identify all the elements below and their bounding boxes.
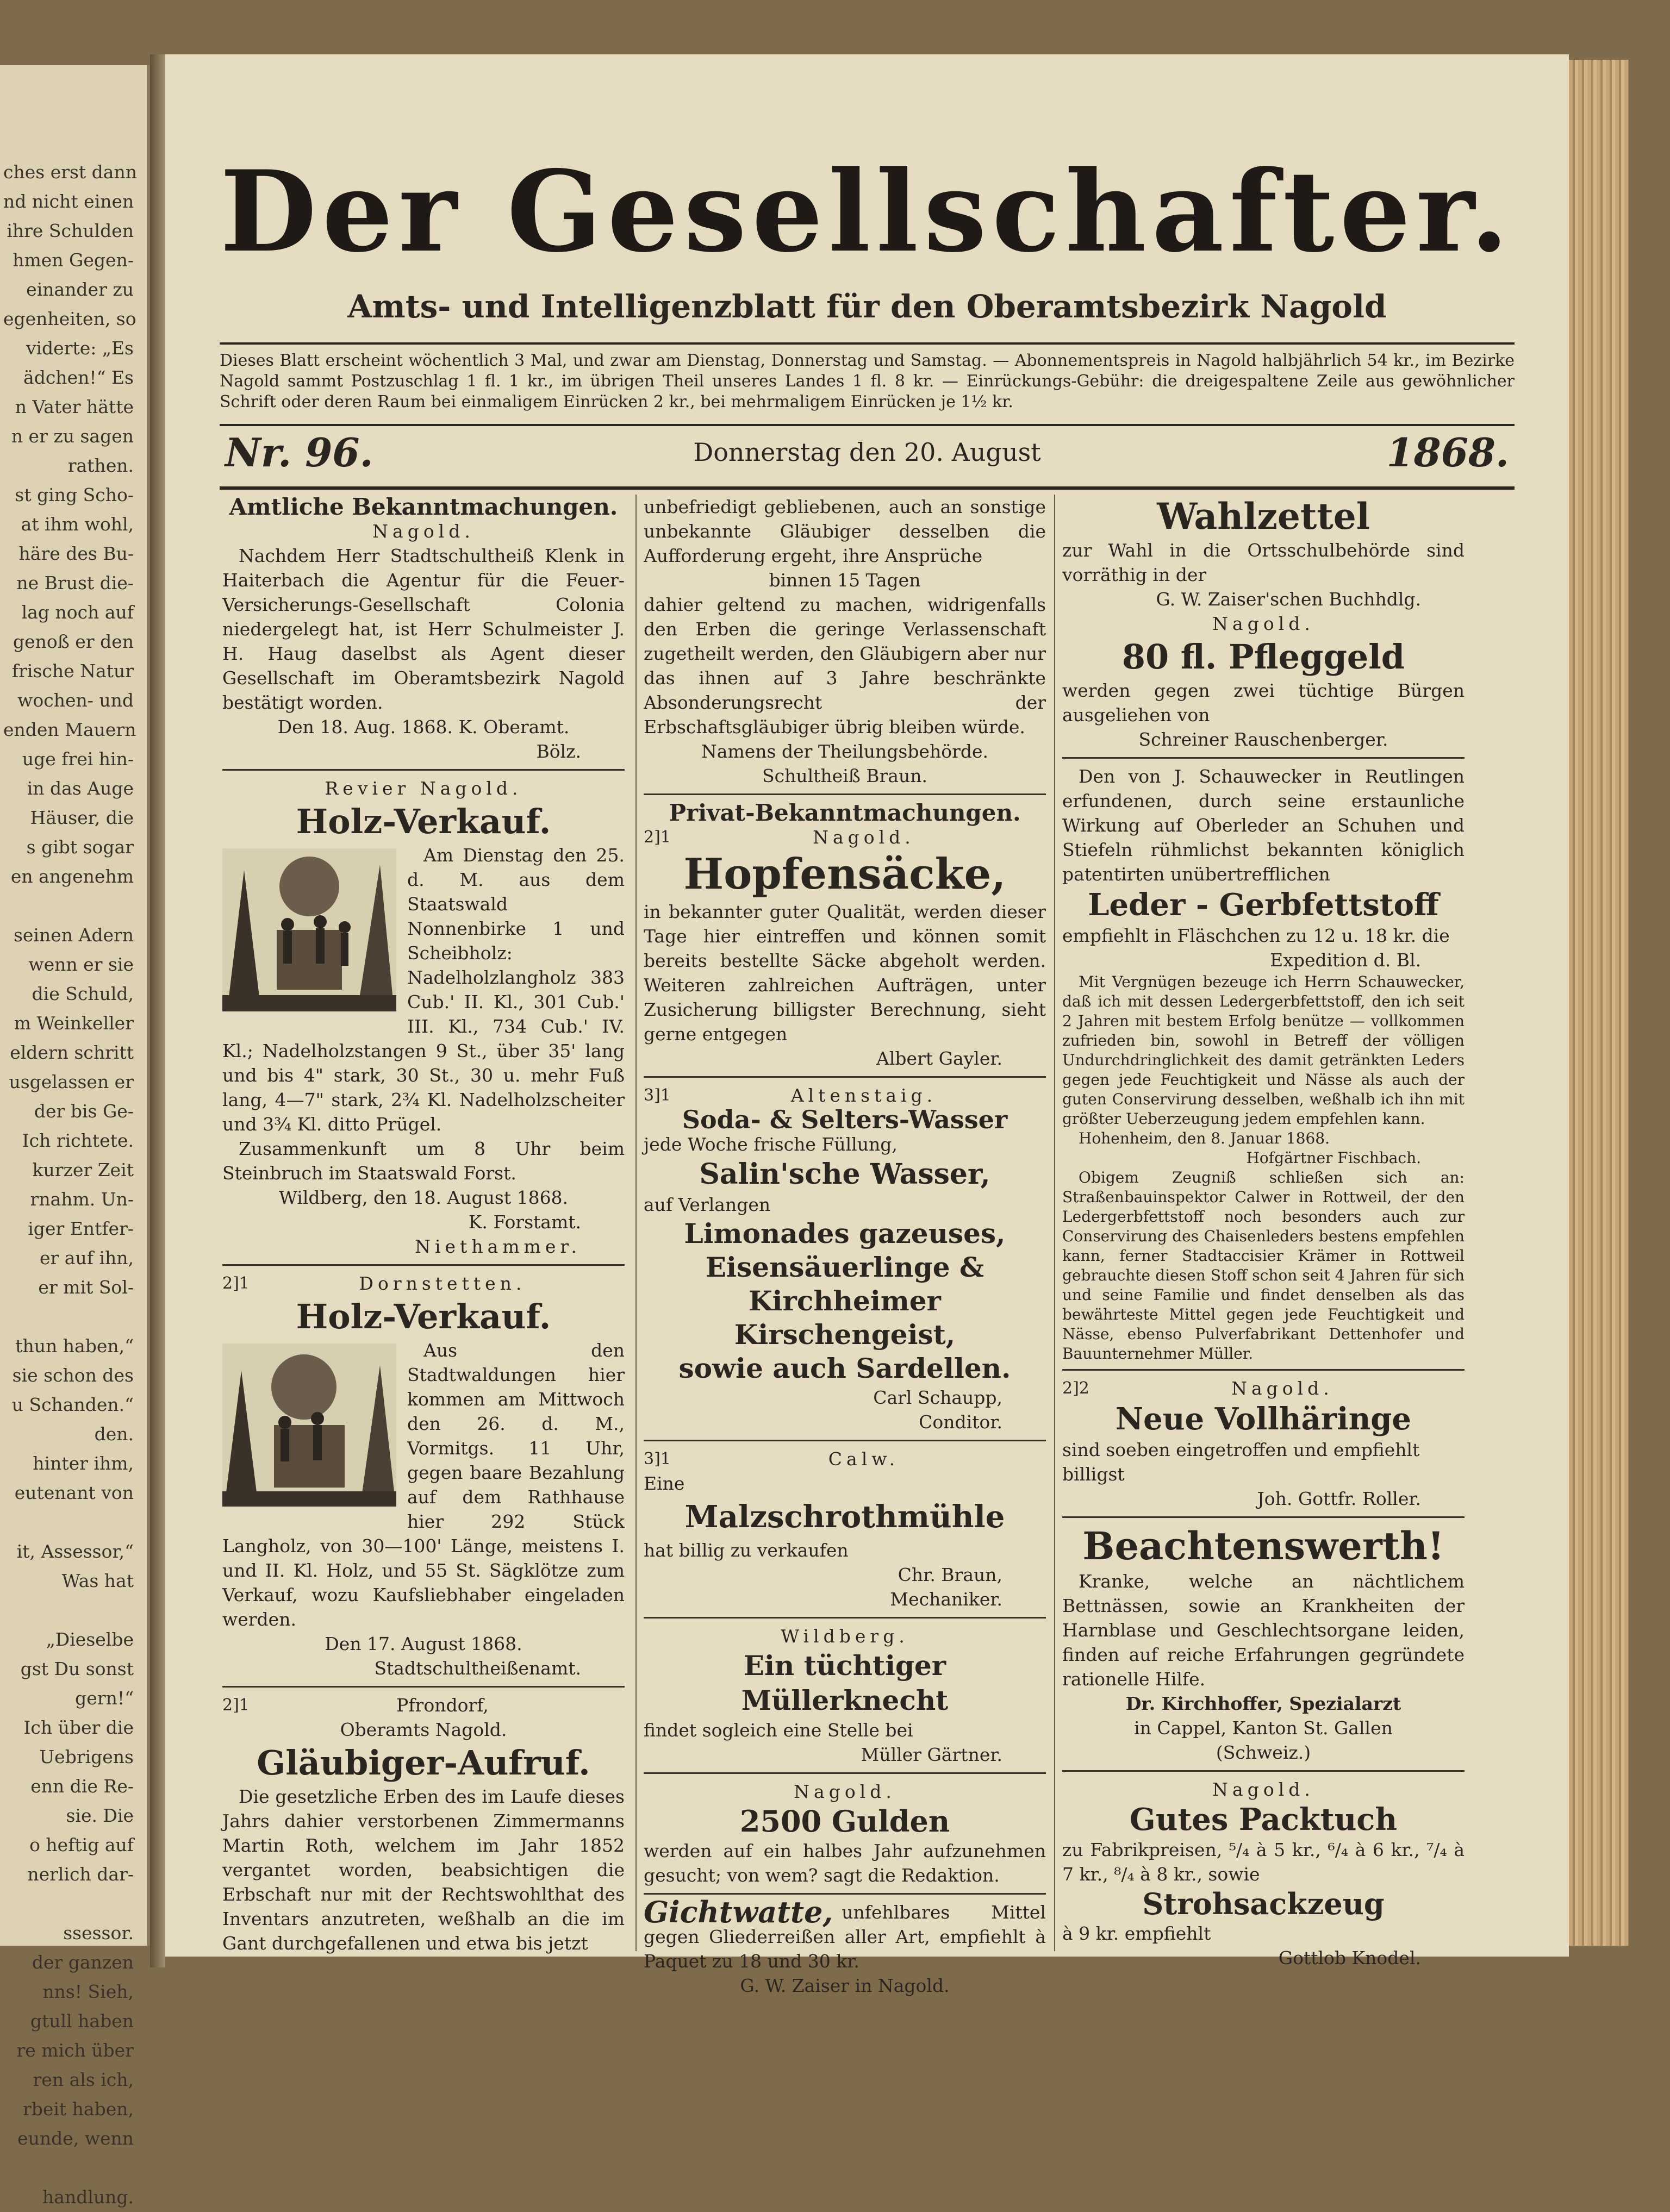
notice-text: Nachdem Herr Stadtschultheiß Klenk in Haiterbach die Agentur für die Feuer-Versicherungs-Gesellschaft Colonia niedergelegt hat, ist Herr Schulmeister J. H. Haug daselbst als Agent dieser Gesellschaft im Oberamtsbezirk Nagold bestätigt worden. xyxy=(222,545,625,713)
left-page-line xyxy=(3,1508,134,1537)
signature: Bölz. xyxy=(536,741,581,762)
ad-title: Gläubiger-Aufruf. xyxy=(257,1743,590,1783)
ad-text: Eine xyxy=(644,1473,685,1494)
signature: Expedition d. Bl. xyxy=(1270,949,1421,971)
signature: Conditor. xyxy=(919,1411,1002,1433)
place: Nagold. xyxy=(1212,613,1314,634)
left-page-line: Ich über die xyxy=(23,1717,134,1738)
signature: Dr. Kirchhoffer, Spezialarzt xyxy=(1125,1693,1401,1714)
left-page-line: it, Assessor,“ xyxy=(16,1541,134,1562)
left-page-line: n Vater hätte xyxy=(15,396,134,417)
left-page-line: gern!“ xyxy=(75,1688,134,1709)
ad-title: Eisensäuerlinge & xyxy=(705,1251,984,1283)
newspaper-page xyxy=(165,54,1569,1996)
left-page-line: s gibt sogar xyxy=(26,836,134,858)
left-page-line: Ich richtete. xyxy=(22,1130,134,1151)
ad-meeting: Zusammenkunft um 8 Uhr beim Steinbruch im Staatswald Forst. xyxy=(222,1138,625,1184)
signature: Schultheiß Braun. xyxy=(762,765,927,786)
place: Nagold. xyxy=(813,827,915,848)
notice-text: unbefriedigt gebliebenen, auch an sonstige unbekannte Gläubiger desselben die Aufforderung ergeht, ihre Ansprüche xyxy=(644,496,1046,566)
separator xyxy=(222,769,625,771)
ad-text: in bekannter guter Qualität, werden dieser Tage hier eintreffen und können somit bereits bestellte Säcke abgeholt werden. Weiteren zahlreichen Aufträgen, unter Zusicherung billigster Berechnung, sieht gerne entgegen xyxy=(644,901,1046,1045)
separator xyxy=(222,1686,625,1688)
column-1 xyxy=(222,495,625,1955)
left-page-line: rbeit haben, xyxy=(22,2098,134,2120)
ad-text: werden gegen zwei tüchtige Bürgen ausgeliehen von xyxy=(1062,680,1465,726)
left-page-line: er mit Sol- xyxy=(38,1277,134,1298)
ad-text: à 9 kr. empfiehlt xyxy=(1062,1923,1211,1944)
left-page-line: in das Auge xyxy=(27,778,134,799)
ad-text: Am Dienstag den 25. d. M. aus dem Staatswald Nonnenbirke 1 und Scheibholz: Nadelholzlangholz 383 Cub.' II. Kl., 301 Cub.' III. Kl., 734 Cub.' IV. Kl.; Nadelholzstangen 9 St., über 35' lang und bis 4" stark, 30 St., 30 u. mehr Fuß lang, 4—7" stark, 2¾ Kl. Nadelholzscheiter und 3¾ Kl. ditto Prügel. xyxy=(222,845,625,1135)
left-page-line: egenheiten, so xyxy=(3,308,136,329)
place: Nagold. xyxy=(1212,1779,1314,1800)
left-page-line: genoß er den xyxy=(13,631,134,652)
section-heading: Privat-Bekanntmachungen. xyxy=(669,799,1021,826)
ad-title: Holz-Verkauf. xyxy=(296,1297,551,1336)
signature: Schreiner Rauschenberger. xyxy=(1138,729,1388,750)
left-page-line: wochen- und xyxy=(17,690,134,711)
ad-number: 3]1 xyxy=(644,1086,671,1105)
ad-text: jede Woche frische Füllung, xyxy=(644,1134,898,1155)
ad-date: Den 17. August 1868. xyxy=(325,1633,522,1654)
left-page-line: eutenant von xyxy=(14,1482,134,1503)
section-heading: Amtliche Bekanntmachungen. xyxy=(229,493,618,520)
ad-title: Limonades gazeuses, xyxy=(684,1217,1006,1249)
left-page-line: ssessor. xyxy=(63,1922,134,1944)
left-page-line: der bis Ge- xyxy=(34,1101,134,1122)
place: Nagold. xyxy=(1231,1378,1333,1399)
left-page-line: nd nicht einen xyxy=(3,191,134,212)
ad-title: Strohsackzeug xyxy=(1142,1886,1385,1921)
left-page-line: st ging Scho- xyxy=(15,484,134,505)
left-page-line: viderte: „Es xyxy=(26,338,134,359)
signature: G. W. Zaiser'schen Buchhdlg. xyxy=(1156,589,1421,610)
left-page-line: u Schanden.“ xyxy=(11,1394,134,1415)
left-page-line: einander zu xyxy=(26,279,134,300)
issue-number: Nr. 96. xyxy=(225,429,373,476)
signature: Niethammer. xyxy=(415,1236,581,1257)
signature: Mechaniker. xyxy=(890,1589,1002,1610)
separator xyxy=(1062,1369,1465,1371)
ad-title: Ein tüchtiger Müllerknecht xyxy=(741,1649,949,1716)
left-page-line: iger Entfer- xyxy=(28,1218,134,1239)
deadline: binnen 15 Tagen xyxy=(769,570,921,591)
left-page-line: seinen Adern xyxy=(13,924,134,946)
left-page-line: hmen Gegen- xyxy=(13,249,134,271)
left-page-line: wenn er sie xyxy=(28,954,134,975)
ad-text: findet sogleich eine Stelle bei xyxy=(644,1720,913,1741)
signature: Albert Gayler. xyxy=(876,1048,1002,1069)
notice-date: Den 18. Aug. 1868. K. Oberamt. xyxy=(277,716,570,738)
ad-title: Malzschrothmühle xyxy=(684,1499,1005,1535)
left-page-text xyxy=(3,158,137,2212)
left-page-line: ne Brust die- xyxy=(16,572,134,593)
ad-number: 3]1 xyxy=(644,1449,671,1469)
signature: G. W. Zaiser in Nagold. xyxy=(740,1975,950,1996)
ad-title: Wahlzettel xyxy=(1157,495,1370,538)
left-page-line: sie. Die xyxy=(66,1805,134,1826)
left-page-line: at ihm wohl, xyxy=(21,514,134,535)
separator xyxy=(644,793,1046,795)
ad-text: zu Fabrikpreisen, ⁵/₄ à 5 kr., ⁶/₄ à 6 kr., ⁷/₄ à 7 kr., ⁸/₄ à 8 kr., sowie xyxy=(1062,1839,1465,1885)
ad-text: zur Wahl in die Ortsschulbehörde sind vorräthig in der xyxy=(1062,540,1465,585)
signature: Stadtschultheißenamt. xyxy=(374,1658,581,1679)
ad-text: unfehlbares Mittel gegen Gliederreißen aller Art, empfiehlt à Paquet zu 18 und 30 kr. xyxy=(644,1902,1046,1972)
signature: in Cappel, Kanton St. Gallen xyxy=(1134,1717,1393,1739)
masthead-title: Der Gesellschafter. xyxy=(220,147,1515,277)
ad-title: sowie auch Sardellen. xyxy=(678,1352,1011,1384)
left-page-line: „Dieselbe xyxy=(46,1629,134,1650)
signature: Hofgärtner Fischbach. xyxy=(1246,1149,1421,1167)
left-page-line: ihre Schulden xyxy=(7,220,134,241)
left-page-line: gst Du sonst xyxy=(20,1658,134,1679)
left-page-line: Was hat xyxy=(61,1570,134,1591)
left-page-line: den. xyxy=(94,1423,134,1445)
testimonial-text: Obigem Zeugniß schließen sich an: Straßenbauinspektor Calwer in Rottweil, der den Ledergerbfettstoff noch besonders auch zur Conservirung des Chaisenleders bestens empfehlen kann, ferner Stadtaccisier Krämer in Rottweil gebrauchte diesen Stoff schon seit 4 Jahren für sich und seine Familie und findet denselben als das bewährteste Mittel gegen jede Feuchtigkeit und Nässe, ebenso Pulverfabrikant Dettenhofer und Bauunternehmer Müller. xyxy=(1062,1169,1465,1363)
signature: Namens der Theilungsbehörde. xyxy=(701,741,989,762)
ad-title: Salin'sche Wasser, xyxy=(699,1158,990,1191)
ad-number: 2]1 xyxy=(644,828,671,847)
signature: (Schweiz.) xyxy=(1216,1742,1311,1763)
left-page-line: eldern schritt xyxy=(10,1042,134,1063)
separator xyxy=(644,1440,1046,1441)
ad-number: 2]1 xyxy=(222,1274,250,1293)
ad-text: Die gesetzliche Erben des im Laufe dieses Jahrs dahier verstorbenen Zimmermanns Martin Roth, welchem im Jahr 1852 vergantet worden, beabsichtigen die Erbschaft nur mit der Rechtswohlthat des Inventars anzutreten, weßhalb an die im Gant durchgefallenen und etwa bis jetzt xyxy=(222,1786,625,1954)
left-page-line: rathen. xyxy=(67,455,134,476)
header-rule xyxy=(220,486,1515,490)
ad-title: Leder - Gerbfettstoff xyxy=(1088,887,1439,923)
column-divider xyxy=(635,495,637,1951)
left-page-line: hinter ihm, xyxy=(33,1453,134,1474)
left-page-line xyxy=(3,1302,134,1332)
left-page-line xyxy=(3,891,134,921)
place: Altenstaig. xyxy=(790,1085,937,1106)
left-page-line: sie schon des xyxy=(12,1365,134,1386)
forest-woodcut-illustration xyxy=(222,848,396,1011)
left-page-line: handlung. xyxy=(42,2186,134,2208)
signature: Chr. Braun, xyxy=(898,1564,1002,1585)
masthead-subtitle: Amts- und Intelligenzblatt für den Oberamtsbezirk Nagold xyxy=(347,288,1387,325)
issue-year: 1868. xyxy=(1386,429,1509,476)
notice-rule xyxy=(220,424,1515,426)
ad-number: 2]1 xyxy=(222,1696,250,1715)
issue-date: Donnerstag den 20. August xyxy=(693,438,1041,467)
left-page-line: o heftig auf xyxy=(29,1834,134,1855)
left-page-line: n er zu sagen xyxy=(11,426,134,447)
place: Nagold. xyxy=(372,521,475,542)
left-page-line: thun haben,“ xyxy=(15,1335,134,1357)
left-page-line: lag noch auf xyxy=(21,602,134,623)
testimonial-date: Hohenheim, den 8. Januar 1868. xyxy=(1079,1129,1330,1147)
left-page-line: uge frei hin- xyxy=(22,748,134,770)
left-page xyxy=(0,65,150,2208)
book-page-edges xyxy=(1569,60,1629,1946)
testimonial-text: Mit Vergnügen bezeuge ich Herrn Schauwecker, daß ich mit dessen Ledergerbfettstoff, den ich seit 2 Jahren mit bestem Erfolg benütze — vollkommen zufrieden bin, sowohl in Betreff der völligen Undurchdringlichkeit des damit getränkten Leders gegen jede Feuchtigkeit und Nässe als auch der guten Conservirung desselben, weßhalb ich ihn mit größter Ueberzeugung jedem empfehlen kann. xyxy=(1062,973,1465,1128)
ad-title: 2500 Gulden xyxy=(739,1804,950,1839)
ad-text: Kranke, welche an nächtlichem Bettnässen, sowie an Krankheiten der Harnblase und Geschlechtsorgane leiden, finden auf reiche Erfahrungen gegründete rationelle Hilfe. xyxy=(1062,1571,1465,1690)
left-page-line: enn die Re- xyxy=(30,1776,134,1797)
column-3 xyxy=(1062,495,1465,1970)
separator xyxy=(644,1617,1046,1619)
left-page-line: die Schuld, xyxy=(32,983,134,1004)
ad-title: Kirchheimer Kirschengeist, xyxy=(734,1285,956,1351)
subscription-notice: Dieses Blatt erscheint wöchentlich 3 Mal, und zwar am Dienstag, Donnerstag und Samstag. — Abonnementspreis in Nagold halbjährlich 54 kr., im Bezirke Nagold sammt Postzuschlag 1 fl. 1 kr., im übrigen Theil unseres Landes 1 fl. 8 kr. — Einrückungs-Gebühr: die dreigespaltene Zeile aus gewöhnlicher Schrift oder deren Raum bei einmaligem Einrücken 2 kr., bei mehrmaligem Einrücken je 1½ kr. xyxy=(220,351,1515,411)
place-district: Oberamts Nagold. xyxy=(340,1719,507,1740)
left-page-line xyxy=(3,2153,134,2183)
left-page-line: ches erst dann xyxy=(3,161,137,183)
place: Calw. xyxy=(828,1448,900,1470)
ad-date: Wildberg, den 18. August 1868. xyxy=(278,1187,569,1208)
left-page-line: m Weinkeller xyxy=(14,1013,134,1034)
left-page-line: Uebrigens xyxy=(39,1746,134,1767)
ad-title: Soda- & Selters-Wasser xyxy=(682,1105,1008,1134)
place: Revier Nagold. xyxy=(325,778,522,799)
left-page-line xyxy=(3,1596,134,1625)
separator xyxy=(1062,1770,1465,1772)
place: Nagold. xyxy=(794,1781,896,1802)
left-page-line: nerlich dar- xyxy=(27,1864,134,1885)
office: K. Forstamt. xyxy=(468,1211,581,1233)
left-page-line: Häuser, die xyxy=(30,807,134,828)
left-page-line: nns! Sieh, xyxy=(42,1981,134,2002)
place: Pfrondorf, xyxy=(396,1695,489,1716)
place: Dornstetten. xyxy=(359,1273,526,1294)
notice-text: dahier geltend zu machen, widrigenfalls den Erben die geringe Verlassenschaft zugetheilt werden, den Gläubigern aber nur das ihnen auf 3 Jahre beschränkte Absonderungsrecht der Erbschaftsgläubiger übrig bleiben würde. xyxy=(644,594,1046,738)
separator xyxy=(222,1264,625,1266)
signature: Joh. Gottfr. Roller. xyxy=(1257,1488,1421,1509)
signature: Carl Schaupp, xyxy=(873,1387,1002,1408)
ad-title: Beachtenswerth! xyxy=(1082,1523,1444,1569)
ad-text: sind soeben eingetroffen und empfiehlt billigst xyxy=(1062,1439,1420,1485)
left-page-line: ädchen!“ Es xyxy=(23,367,134,388)
left-page-line: kurzer Zeit xyxy=(32,1159,134,1180)
separator xyxy=(644,1772,1046,1774)
ad-text: Aus den Stadtwaldungen hier kommen am Mittwoch den 26. d. M., Vormitgs. 11 Uhr, gegen baare Bezahlung auf dem Rathhause hier 292 Stück Langholz, von 30—100' Länge, meistens I. und II. Kl. Holz, und 55 St. Sägklötze zum Verkauf, wozu Kaufsliebhaber eingeladen werden. xyxy=(222,1340,625,1630)
left-page-line: der ganzen xyxy=(32,1952,134,1973)
ad-text: werden auf ein halbes Jahr aufzunehmen gesucht; von wem? sagt die Redaktion. xyxy=(644,1840,1046,1886)
left-page-line xyxy=(3,1889,134,1919)
left-page-line: rnahm. Un- xyxy=(30,1189,134,1210)
left-page-line: eunde, wenn xyxy=(17,2128,134,2149)
ad-number: 2]2 xyxy=(1062,1379,1089,1398)
left-page-line: re mich über xyxy=(16,2040,134,2061)
left-page-line: frische Natur xyxy=(11,660,134,682)
column-2 xyxy=(644,495,1046,1998)
top-rule xyxy=(220,342,1515,345)
left-page-line: usgelassen er xyxy=(9,1071,134,1092)
left-page-line: enden Mauern xyxy=(3,719,136,740)
column-divider xyxy=(1054,495,1055,1951)
left-page-line: häre des Bu- xyxy=(18,543,134,564)
forest-woodcut-illustration xyxy=(222,1344,396,1507)
ad-title: Gichtwatte, xyxy=(644,1895,833,1929)
separator xyxy=(644,1076,1046,1078)
left-page-line: ren als ich, xyxy=(33,2069,134,2090)
ad-text: Den von J. Schauwecker in Reutlingen erfundenen, durch seine erstaunliche Wirkung auf Oberleder an Schuhen und Stiefeln rühmlichst bekannten königlich patentirten unübertrefflichen xyxy=(1062,766,1465,885)
book-gutter xyxy=(150,54,165,1967)
ad-title: Neue Vollhäringe xyxy=(1115,1401,1412,1437)
left-page-line: er auf ihn, xyxy=(40,1247,134,1269)
place: Wildberg. xyxy=(781,1626,909,1647)
separator xyxy=(1062,1516,1465,1518)
left-page-line: en angenehm xyxy=(10,866,134,887)
ad-title: Hopfensäcke, xyxy=(683,849,1006,899)
ad-title: Holz-Verkauf. xyxy=(296,802,551,841)
signature: Müller Gärtner. xyxy=(861,1744,1002,1765)
signature: Gottlob Knodel. xyxy=(1278,1947,1421,1969)
ad-text: auf Verlangen xyxy=(644,1194,771,1215)
left-page-line: gtull haben xyxy=(30,2010,134,2032)
separator xyxy=(1062,757,1465,759)
ad-title: 80 fl. Pfleggeld xyxy=(1121,637,1405,677)
ad-text: empfiehlt in Fläschchen zu 12 u. 18 kr. die xyxy=(1062,925,1450,946)
ad-title: Gutes Packtuch xyxy=(1129,1802,1398,1838)
ad-text: hat billig zu verkaufen xyxy=(644,1540,849,1561)
